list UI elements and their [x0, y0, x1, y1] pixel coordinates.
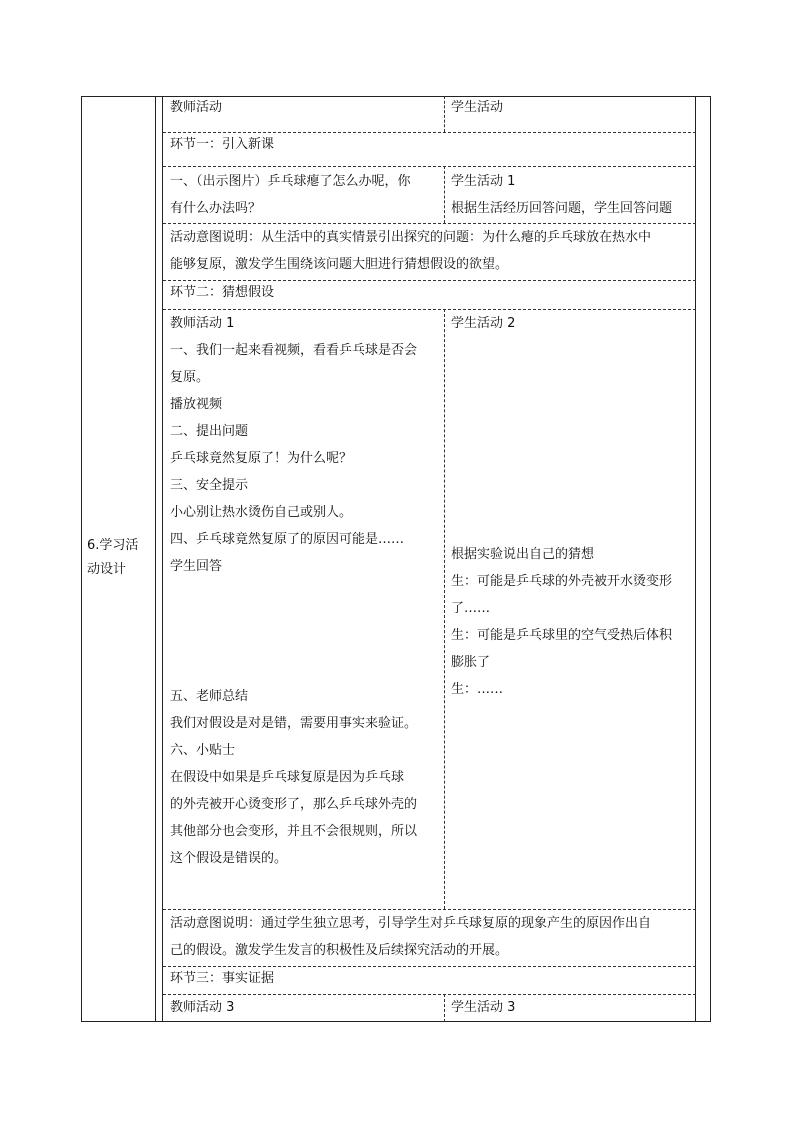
text-line: 其他部分也会变形，并且不会很规则，所以 [170, 824, 418, 839]
column-divider [444, 309, 445, 909]
text-line: 根据生活经历回答问题，学生回答问题 [451, 201, 673, 216]
text-line: 了…… [451, 601, 491, 616]
text-line: 活动意图说明：从生活中的真实情景引出探究的问题：为什么瘪的乒乓球放在热水中 [170, 230, 652, 245]
text-line: 一、（出示图片）乒乓球瘪了怎么办呢，你 [170, 174, 411, 189]
text-line: 乒乓球竟然复原了！为什么呢？ [170, 451, 353, 466]
text-line: 播放视频 [170, 397, 223, 412]
text-line: 膨胀了 [451, 655, 491, 670]
stage3-title: 环节三：事实证据 [170, 971, 275, 986]
column-divider [444, 96, 445, 132]
stage1-intent [170, 224, 651, 278]
stage1-title: 环节一：引入新课 [170, 137, 275, 152]
column-divider [444, 166, 445, 223]
text-line: 的外壳被开心烫变形了，那么乒乓球外壳的 [170, 797, 418, 812]
stage2-teacher-activity-part1 [170, 310, 417, 580]
header-student: 学生活动 [451, 100, 504, 115]
stage2-student-activity [451, 541, 672, 703]
text-line: 生：…… [451, 682, 504, 697]
stage1-student-activity [451, 168, 672, 222]
text-line: 五、老师总结 [170, 689, 249, 704]
stage1-teacher-activity [170, 168, 411, 222]
text-line: 学生活动 1 [451, 174, 516, 189]
text-line: 三、安全提示 [170, 478, 249, 493]
text-line: 教师活动 1 [170, 316, 235, 331]
text-line: 一、我们一起来看视频，看看乒乓球是否会 [170, 343, 418, 358]
row-divider [163, 166, 696, 167]
text-line: 二、提出问题 [170, 424, 249, 439]
column-divider [444, 994, 445, 1022]
text-line: 生：可能是乒乓球的外壳被开水烫变形 [451, 574, 673, 589]
text-line: 活动意图说明：通过学生独立思考，引导学生对乒乓球复原的现象产生的原因作出自 [170, 916, 652, 931]
text-line: 能够复原，激发学生围绕该问题大胆进行猜想假设的欲望。 [170, 257, 509, 272]
text-line: 六、小贴士 [170, 743, 236, 758]
text-line: 在假设中如果是乒乓球复原是因为乒乓球 [170, 770, 405, 785]
text-line: 四、乒乓球竟然复原了的原因可能是…… [170, 532, 405, 547]
text-line: 小心别让热水烫伤自己或别人。 [170, 505, 353, 520]
text-line: 有什么办法吗？ [170, 201, 262, 216]
row-divider [163, 994, 696, 995]
header-teacher: 教师活动 [170, 100, 223, 115]
stage2-intent [170, 910, 651, 964]
text-line: 这个假设是错误的。 [170, 851, 288, 866]
stage2-title: 环节二：猜想假设 [170, 285, 275, 300]
text-line: 己的假设。激发学生发言的积极性及后续探究活动的开展。 [170, 943, 509, 958]
section-label-cell [82, 97, 156, 1021]
section-label: 6.学习活动设计 [87, 538, 139, 577]
stage3-teacher: 教师活动 3 [170, 1000, 235, 1015]
text-line: 我们对假设是对是错，需要用事实来验证。 [170, 716, 418, 731]
text-line: 生：可能是乒乓球里的空气受热后体积 [451, 628, 673, 643]
table-inner-border [162, 96, 163, 1022]
stage2-student-title: 学生活动 2 [451, 316, 516, 331]
text-line: 复原。 [170, 370, 210, 385]
stage2-teacher-activity-part2 [170, 683, 417, 872]
text-line: 根据实验说出自己的猜想 [451, 547, 595, 562]
stage3-student: 学生活动 3 [451, 1000, 516, 1015]
text-line: 学生回答 [170, 559, 223, 574]
